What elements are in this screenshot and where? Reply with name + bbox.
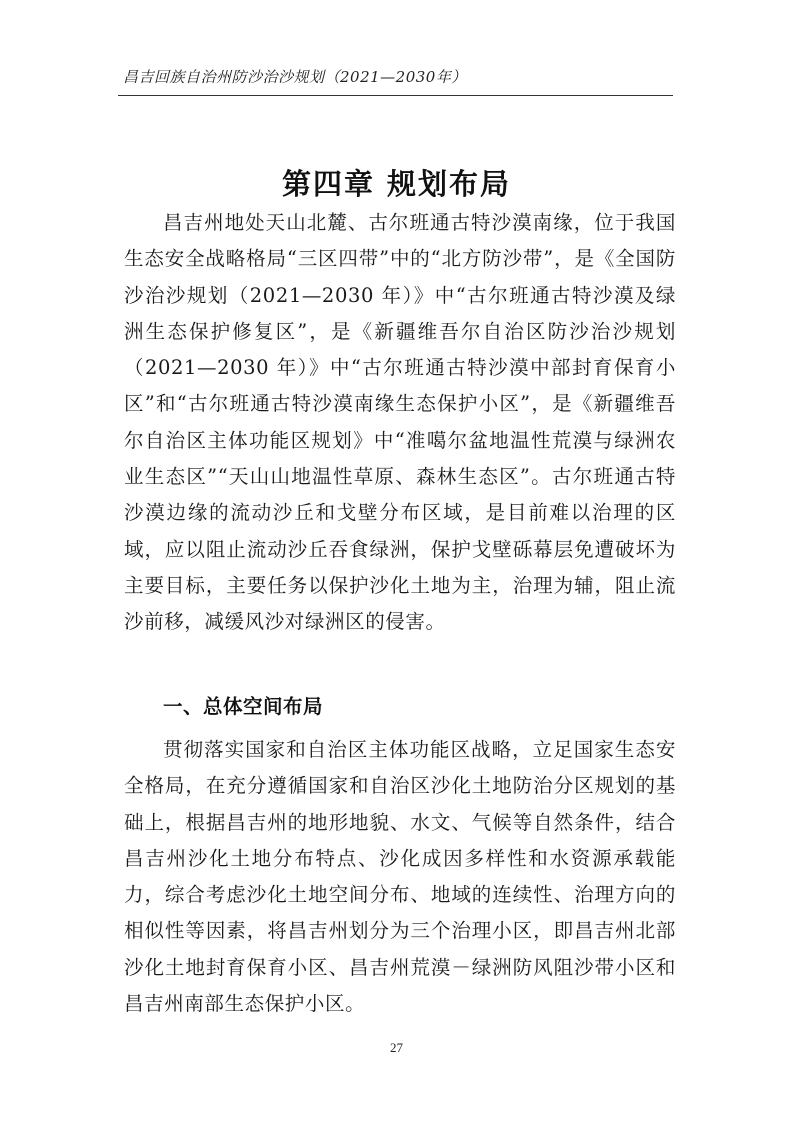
section-paragraph: 贯彻落实国家和自治区主体功能区战略，立足国家生态安全格局，在充分遵循国家和自治区沙化土地防治分区规划的基础上，根据昌吉州的地形地貌、水文、气候等自然条件，结合昌吉州沙化土地分布特点、沙化成因多样性和水资源承载能力，综合考虑沙化土地空间分布、地域的连续性、治理方向的相似性等因素，将昌吉州划分为三个治理小区，即昌吉州北部沙化土地封育保育小区、昌吉州荒漠－绿洲防风阻沙带小区和昌吉州南部生态保护小区。 — [124, 738, 676, 1016]
running-title: 昌吉回族自治州防沙治沙规划（2021—2030年） — [123, 68, 467, 86]
chapter-title: 第四章 规划布局 — [281, 167, 512, 202]
section-heading: 一、总体空间布局 — [163, 695, 324, 719]
intro-paragraph: 昌吉州地处天山北麓、古尔班通古特沙漠南缘，位于我国生态安全战略格局“三区四带”中的“北方防沙带”，是《全国防沙治沙规划（2021—2030 年）》中“古尔班通古特沙漠及绿洲生态保护修复区”，是《新疆维吾尔自治区防沙治沙规划（2021—2030 年）》中“古尔班通古特沙漠中部封育保育小区”和“古尔班通古特沙漠南缘生态保护小区”，是《新疆维吾尔自治区主体功能区规划》中“准噶尔盆地温性荒漠与绿洲农业生态区”“天山山地温性草原、森林生态区”。古尔班通古特沙漠边缘的流动沙丘和戈壁分布区域，是目前难以治理的区域，应以阻止流动沙丘吞食绿洲，保护戈壁砾幕层免遭破坏为主要目标，主要任务以保护沙化土地为主，治理为辅，阻止流沙前移，减缓风沙对绿洲区的侵害。 — [124, 211, 676, 634]
page-number: 27 — [390, 1040, 403, 1055]
header-divider — [118, 95, 673, 96]
